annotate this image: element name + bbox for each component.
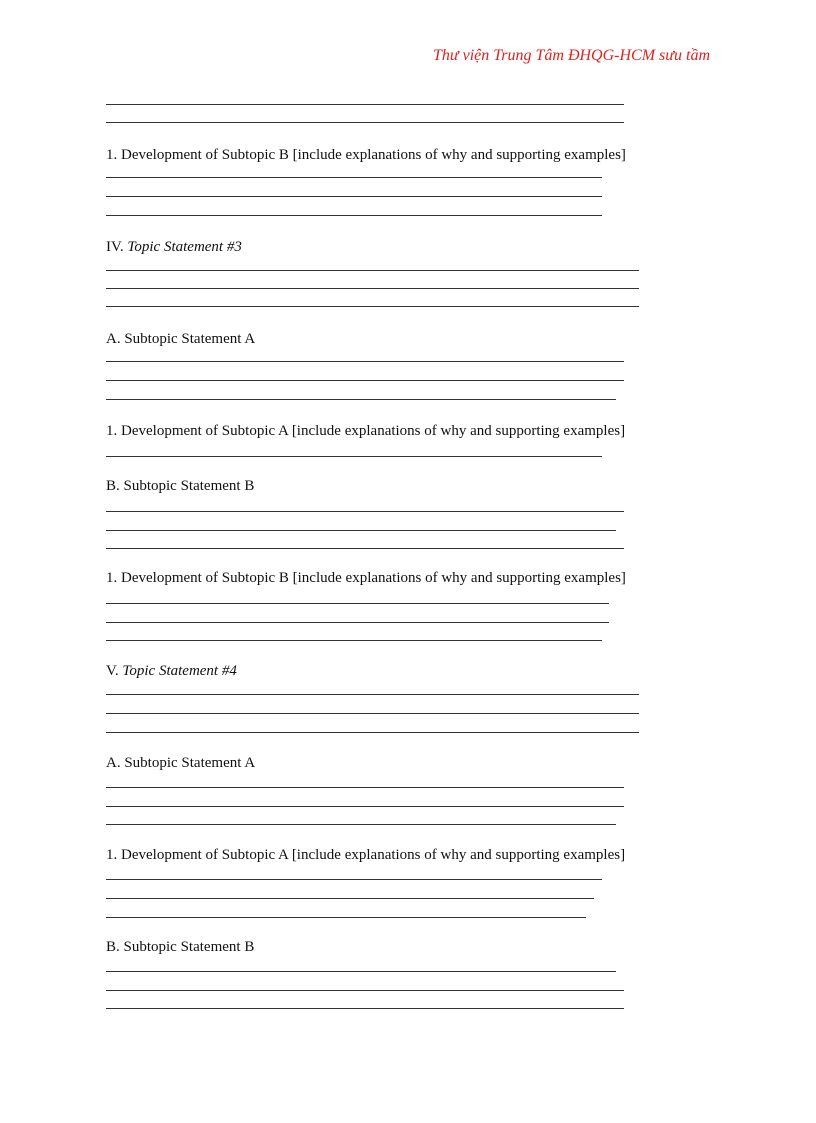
subtopic-a-heading: A. Subtopic Statement A [106,331,256,347]
subtopic-a-heading: A. Subtopic Statement A [106,755,256,771]
answer-line [106,898,594,899]
answer-line [106,917,586,918]
answer-line [106,380,624,381]
answer-line [106,971,616,972]
answer-line [106,361,624,362]
answer-line [106,824,616,825]
topic-numeral: V. [106,663,123,679]
outline-page [106,0,646,1123]
answer-line [106,640,602,641]
answer-line [106,806,624,807]
answer-line [106,603,609,604]
development-subtopic-a-heading: 1. Development of Subtopic A [include explanations of why and supporting examples] [106,423,626,439]
answer-line [106,288,639,289]
topic-numeral: IV. [106,239,128,255]
answer-line [106,990,624,991]
answer-line [106,787,624,788]
subtopic-b-heading: B. Subtopic Statement B [106,478,255,494]
topic-statement-3-heading [106,238,242,256]
topic-title: Topic Statement #3 [127,239,242,255]
answer-line [106,879,602,880]
answer-line [106,456,602,457]
answer-line [106,177,602,178]
subtopic-b-heading: B. Subtopic Statement B [106,939,255,955]
answer-line [106,511,624,512]
development-subtopic-b-heading: 1. Development of Subtopic B [include explanations of why and supporting examples] [106,147,626,163]
answer-line [106,122,624,123]
answer-line [106,104,624,105]
answer-line [106,732,639,733]
answer-line [106,713,639,714]
development-subtopic-b-heading: 1. Development of Subtopic B [include explanations of why and supporting examples] [106,570,626,586]
answer-line [106,1008,624,1009]
answer-line [106,306,639,307]
answer-line [106,548,624,549]
answer-line [106,399,616,400]
answer-line [106,530,616,531]
development-subtopic-a-heading: 1. Development of Subtopic A [include explanations of why and supporting examples] [106,847,626,863]
answer-line [106,694,639,695]
answer-line [106,270,639,271]
answer-line [106,215,602,216]
answer-line [106,622,609,623]
answer-line [106,196,602,197]
topic-statement-4-heading [106,662,237,680]
topic-title: Topic Statement #4 [122,663,237,679]
library-credit: Thư viện Trung Tâm ĐHQG-HCM sưu tầm [432,47,710,64]
